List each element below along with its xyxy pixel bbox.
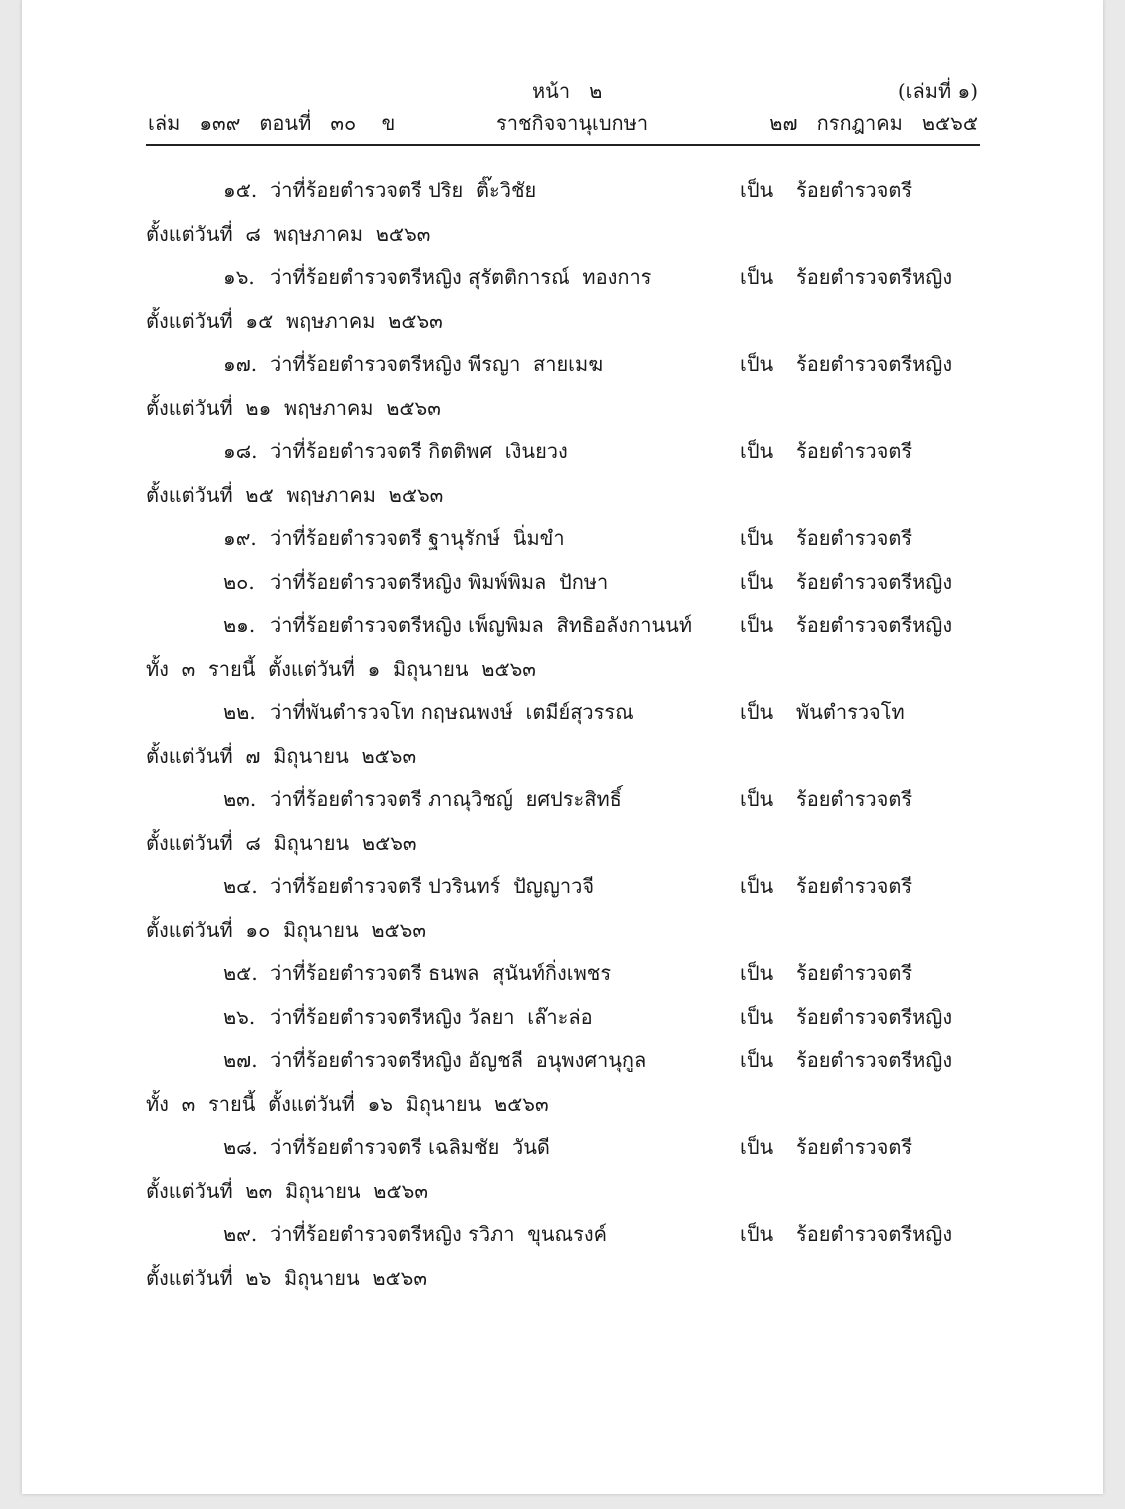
entry-connector: เป็น: [740, 265, 774, 289]
entry-connector: เป็น: [740, 178, 774, 202]
appointment-entry: [146, 868, 980, 912]
appointment-entry: [146, 955, 980, 999]
entry-connector: เป็น: [740, 352, 774, 376]
effective-date-text: ตั้งแต่วันที่ ๘ มิถุนายน ๒๕๖๓: [146, 830, 417, 855]
effective-date-text: ทั้ง ๓ รายนี้ ตั้งแต่วันที่ ๑ มิถุนายน ๒๕๖๓: [146, 656, 536, 681]
effective-date-line: [146, 825, 980, 869]
entry-name: ว่าที่ร้อยตำรวจตรี ภาณุวิชญ์ ยศประสิทธิ์: [270, 787, 622, 811]
effective-date-text: ตั้งแต่วันที่ ๑๐ มิถุนายน ๒๕๖๓: [146, 917, 427, 942]
entry-rank: ร้อยตำรวจตรีหญิง: [796, 265, 953, 289]
entry-name: ว่าที่ร้อยตำรวจตรี ฐานุรักษ์ นิ่มขำ: [270, 526, 565, 550]
entry-connector: เป็น: [740, 1135, 774, 1159]
appointment-list: [146, 172, 980, 1303]
entry-number: ๒๐.: [223, 569, 255, 594]
effective-date-text: ตั้งแต่วันที่ ๒๕ พฤษภาคม ๒๕๖๓: [146, 482, 444, 507]
entry-name: ว่าที่ร้อยตำรวจตรีหญิง อัญชลี อนุพงศานุกูล: [270, 1048, 647, 1072]
entry-rank: ร้อยตำรวจตรีหญิง: [796, 1004, 953, 1029]
entry-number: ๒๙.: [223, 1222, 258, 1246]
appointment-entry: [146, 694, 980, 738]
entry-connector: เป็น: [740, 1048, 774, 1072]
appointment-entry: [146, 346, 980, 390]
effective-date-text: ตั้งแต่วันที่ ๗ มิถุนายน ๒๕๖๓: [146, 743, 417, 768]
effective-date-text: ตั้งแต่วันที่ ๑๕ พฤษภาคม ๒๕๖๓: [146, 308, 443, 333]
entry-number: ๒๓.: [223, 787, 257, 811]
effective-date-line: [146, 303, 980, 347]
effective-date-text: ตั้งแต่วันที่ ๒๖ มิถุนายน ๒๕๖๓: [146, 1265, 428, 1290]
appointment-entry: [146, 607, 980, 651]
page-number: หน้า ๒: [532, 79, 603, 103]
effective-date-line: [146, 1260, 980, 1304]
effective-date-text: ทั้ง ๓ รายนี้ ตั้งแต่วันที่ ๑๖ มิถุนายน ๒๕๖๓: [146, 1091, 549, 1116]
entry-rank: ร้อยตำรวจตรีหญิง: [796, 613, 953, 637]
entry-name: ว่าที่ร้อยตำรวจตรีหญิง พิมพ์พิมล ปักษา: [270, 569, 609, 594]
entry-rank: ร้อยตำรวจตรี: [796, 1135, 913, 1159]
entry-number: ๒๗.: [223, 1048, 258, 1072]
entry-rank: ร้อยตำรวจตรีหญิง: [796, 1222, 953, 1246]
entry-connector: เป็น: [740, 1222, 774, 1246]
entry-name: ว่าที่ร้อยตำรวจตรีหญิง วัลยา เล๊าะล่อ: [270, 1004, 593, 1029]
entry-name: ว่าที่ร้อยตำรวจตรีหญิง รวิภา ขุนณรงค์: [270, 1222, 607, 1246]
entry-connector: เป็น: [740, 961, 774, 985]
effective-date-line: [146, 1086, 980, 1130]
entry-connector: เป็น: [740, 700, 774, 724]
appointment-entry: [146, 433, 980, 477]
entry-number: ๑๘.: [223, 439, 258, 463]
effective-date-text: ตั้งแต่วันที่ ๒๑ พฤษภาคม ๒๕๖๓: [146, 395, 441, 420]
appointment-entry: [146, 781, 980, 825]
publication-date: ๒๗ กรกฎาคม ๒๕๖๕: [769, 111, 978, 135]
entry-rank: พันตำรวจโท: [796, 700, 905, 724]
effective-date-text: ตั้งแต่วันที่ ๒๓ มิถุนายน ๒๕๖๓: [146, 1178, 428, 1203]
appointment-entry: [146, 520, 980, 564]
appointment-entry: [146, 1129, 980, 1173]
entry-name: ว่าที่ร้อยตำรวจตรีหญิง สุรัตติการณ์ ทองการ: [270, 265, 652, 289]
entry-name: ว่าที่พันตำรวจโท กฤษณพงษ์ เตมีย์สุวรรณ: [270, 700, 634, 724]
effective-date-line: [146, 912, 980, 956]
effective-date-line: [146, 477, 980, 521]
volume-label: (เล่มที่ ๑): [897, 79, 978, 103]
publication-title: ราชกิจจานุเบกษา: [496, 111, 649, 135]
entry-connector: เป็น: [740, 439, 774, 463]
entry-number: ๒๕.: [223, 961, 258, 985]
entry-connector: เป็น: [740, 787, 774, 811]
entry-rank: ร้อยตำรวจตรี: [796, 787, 913, 811]
entry-number: ๑๖.: [223, 265, 255, 289]
issue-info: เล่ม ๑๓๙ ตอนที่ ๓๐ ข: [148, 111, 396, 135]
entry-rank: ร้อยตำรวจตรี: [796, 526, 913, 550]
appointment-entry: [146, 999, 980, 1043]
entry-rank: ร้อยตำรวจตรีหญิง: [796, 569, 953, 594]
entry-number: ๒๖.: [223, 1004, 256, 1029]
entry-connector: เป็น: [740, 874, 774, 898]
entry-rank: ร้อยตำรวจตรี: [796, 439, 913, 463]
appointment-entry: [146, 1216, 980, 1260]
entry-number: ๒๒.: [223, 700, 256, 724]
effective-date-line: [146, 216, 980, 260]
effective-date-line: [146, 1173, 980, 1217]
entry-rank: ร้อยตำรวจตรี: [796, 874, 913, 898]
entry-name: ว่าที่ร้อยตำรวจตรี กิตติพศ เงินยวง: [270, 439, 568, 463]
entry-connector: เป็น: [740, 1004, 774, 1029]
entry-name: ว่าที่ร้อยตำรวจตรีหญิง พีรญา สายเมฆ: [270, 352, 604, 376]
effective-date-line: [146, 390, 980, 434]
effective-date-line: [146, 738, 980, 782]
appointment-entry: [146, 564, 980, 608]
page-header: [146, 76, 980, 146]
entry-number: ๒๔.: [223, 874, 258, 898]
appointment-entry: [146, 1042, 980, 1086]
entry-name: ว่าที่ร้อยตำรวจตรี ปริย ติ๊ะวิชัย: [270, 178, 537, 202]
entry-rank: ร้อยตำรวจตรีหญิง: [796, 352, 953, 376]
entry-rank: ร้อยตำรวจตรีหญิง: [796, 1048, 953, 1072]
entry-number: ๒๑.: [223, 613, 256, 637]
entry-number: ๒๘.: [223, 1135, 258, 1159]
entry-rank: ร้อยตำรวจตรี: [796, 178, 913, 202]
entry-name: ว่าที่ร้อยตำรวจตรี ปวรินทร์ ปัญญาวจี: [270, 874, 595, 898]
entry-connector: เป็น: [740, 569, 774, 594]
entry-name: ว่าที่ร้อยตำรวจตรี เฉลิมชัย วันดี: [270, 1135, 550, 1159]
effective-date-line: [146, 651, 980, 695]
entry-number: ๑๕.: [223, 178, 258, 202]
entry-name: ว่าที่ร้อยตำรวจตรีหญิง เพ็ญพิมล สิทธิอลังกานนท์: [270, 613, 693, 637]
document-page: [22, 0, 1103, 1494]
entry-number: ๑๗.: [223, 352, 258, 376]
entry-connector: เป็น: [740, 613, 774, 637]
entry-number: ๑๙.: [223, 526, 257, 550]
entry-name: ว่าที่ร้อยตำรวจตรี ธนพล สุนันท์กิ่งเพชร: [270, 961, 612, 985]
entry-rank: ร้อยตำรวจตรี: [796, 961, 913, 985]
appointment-entry: [146, 172, 980, 216]
appointment-entry: [146, 259, 980, 303]
effective-date-text: ตั้งแต่วันที่ ๘ พฤษภาคม ๒๕๖๓: [146, 221, 431, 246]
entry-connector: เป็น: [740, 526, 774, 550]
